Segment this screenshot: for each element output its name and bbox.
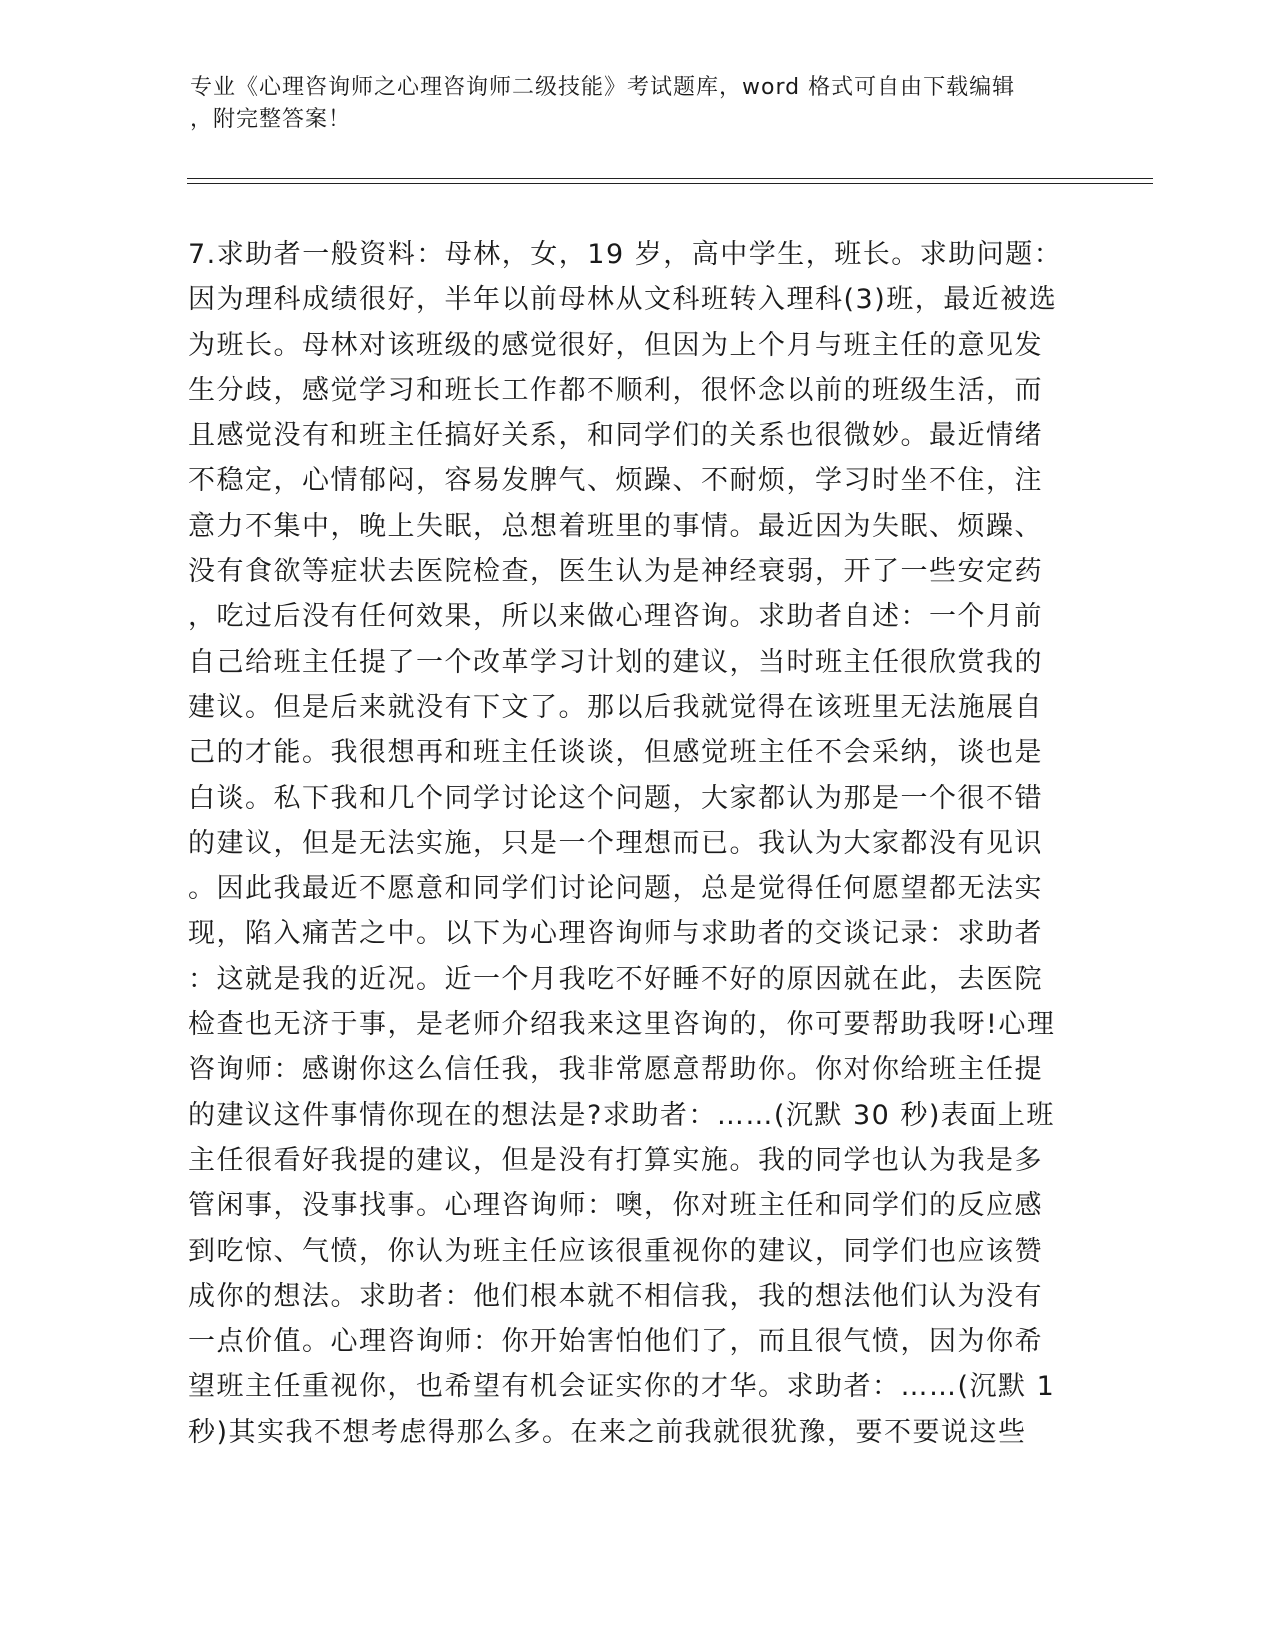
- text-line: 意力不集中，晚上失眠，总想着班里的事情。最近因为失眠、烦躁、: [188, 510, 1043, 542]
- text-line: 望班主任重视你，也希望有机会证实你的才华。求助者：……(沉默 1: [188, 1371, 1056, 1403]
- text-line: 因为理科成绩很好，半年以前母林从文科班转入理科(3)班，最近被选: [188, 284, 1058, 316]
- text-line: 秒)其实我不想考虑得那么多。在来之前我就很犹豫，要不要说这些: [188, 1416, 1027, 1448]
- text-line: 7.求助者一般资料：母林，女，19 岁，高中学生，班长。求助问题：: [188, 239, 1063, 270]
- header-line-2: ，附完整答案！: [190, 107, 352, 132]
- text-line: 检查也无济于事，是老师介绍我来这里咨询的，你可要帮助我呀!心理: [188, 1009, 1056, 1041]
- text-line: 管闲事，没事找事。心理咨询师：噢，你对班主任和同学们的反应感: [188, 1190, 1043, 1222]
- text-line: 主任很看好我提的建议，但是没有打算实施。我的同学也认为我是多: [188, 1144, 1043, 1176]
- text-line: 建议。但是后来就没有下文了。那以后我就觉得在该班里无法施展自: [188, 691, 1043, 723]
- text-line: 白谈。私下我和几个同学讨论这个问题，大家都认为那是一个很不错: [188, 782, 1043, 814]
- text-line: 现，陷入痛苦之中。以下为心理咨询师与求助者的交谈记录：求助者: [188, 918, 1043, 950]
- text-line: 的建议这件事情你现在的想法是?求助者：……(沉默 30 秒)表面上班: [188, 1099, 1055, 1131]
- text-line: 为班长。母林对该班级的感觉很好，但因为上个月与班主任的意见发: [188, 329, 1043, 361]
- text-line: 一点价值。心理咨询师：你开始害怕他们了，而且很气愤，因为你希: [188, 1326, 1043, 1358]
- header-divider-bottom: [187, 183, 1153, 184]
- text-line: ：这就是我的近况。近一个月我吃不好睡不好的原因就在此，去医院: [188, 963, 1043, 995]
- text-line: 没有食欲等症状去医院检查，医生认为是神经衰弱，开了一些安定药: [188, 556, 1043, 588]
- header-divider-top: [187, 178, 1153, 179]
- question-7-text: [188, 232, 1088, 1455]
- text-line: 生分歧，感觉学习和班长工作都不顺利，很怀念以前的班级生活，而: [188, 374, 1043, 406]
- text-line: 不稳定，心情郁闷，容易发脾气、烦躁、不耐烦，学习时坐不住，注: [188, 465, 1043, 497]
- text-line: 到吃惊、气愤，你认为班主任应该很重视你的建议，同学们也应该赞: [188, 1235, 1043, 1267]
- text-line: 己的才能。我很想再和班主任谈谈，但感觉班主任不会采纳，谈也是: [188, 737, 1043, 769]
- text-line: 自己给班主任提了一个改革学习计划的建议，当时班主任很欣赏我的: [188, 646, 1043, 678]
- text-line: 咨询师：感谢你这么信任我，我非常愿意帮助你。你对你给班主任提: [188, 1054, 1043, 1086]
- text-line: 成你的想法。求助者：他们根本就不相信我，我的想法他们认为没有: [188, 1280, 1043, 1312]
- page-header: [190, 72, 1070, 136]
- header-line-1: 专业《心理咨询师之心理咨询师二级技能》考试题库，word 格式可自由下载编辑: [190, 75, 1016, 100]
- text-line: 。因此我最近不愿意和同学们讨论问题，总是觉得任何愿望都无法实: [188, 873, 1043, 905]
- text-line: 的建议，但是无法实施，只是一个理想而已。我认为大家都没有见识: [188, 827, 1043, 859]
- text-line: 且感觉没有和班主任搞好关系，和同学们的关系也很微妙。最近情绪: [188, 420, 1043, 452]
- text-line: ，吃过后没有任何效果，所以来做心理咨询。求助者自述：一个月前: [188, 601, 1043, 633]
